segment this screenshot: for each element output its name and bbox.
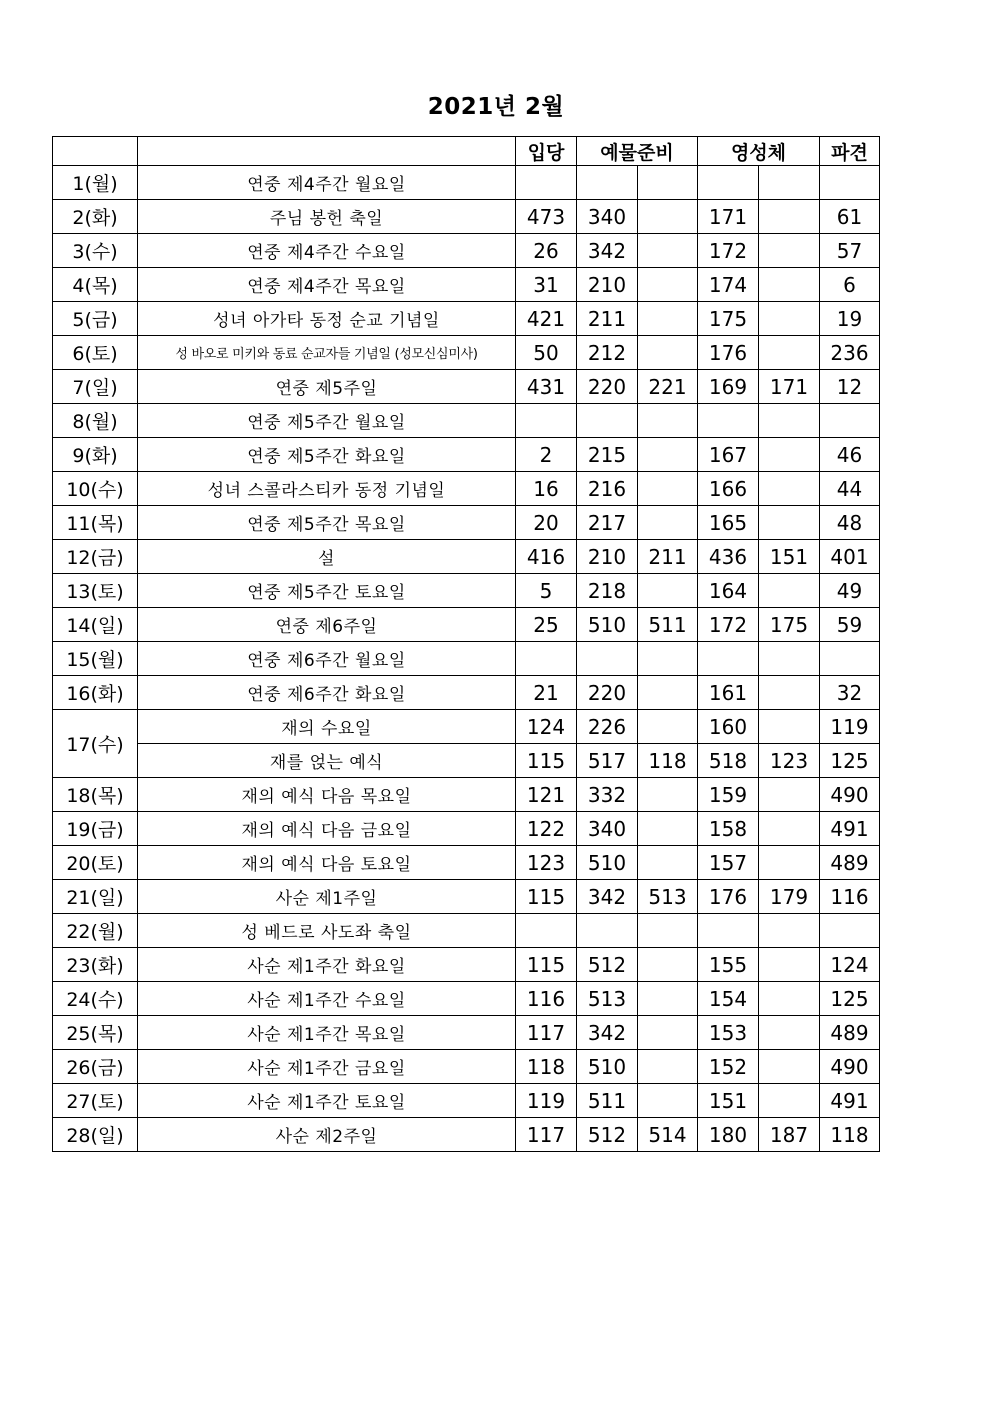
- dismissal-cell: 46: [820, 438, 880, 472]
- entrance-cell: [516, 166, 577, 200]
- entrance-cell: 16: [516, 472, 577, 506]
- communion-cell-1: 157: [698, 846, 759, 880]
- table-row: [53, 506, 880, 540]
- communion-cell-1: 160: [698, 710, 759, 744]
- entrance-cell: 115: [516, 948, 577, 982]
- offertory-cell-1: 510: [577, 846, 638, 880]
- offertory-cell-2: [638, 914, 698, 948]
- date-cell: 27(토): [53, 1084, 138, 1118]
- table-row: [53, 1118, 880, 1152]
- communion-cell-1: 154: [698, 982, 759, 1016]
- date-cell: 18(목): [53, 778, 138, 812]
- offertory-cell-1: 340: [577, 200, 638, 234]
- event-cell: 사순 제1주간 화요일: [138, 948, 516, 982]
- date-cell: 28(일): [53, 1118, 138, 1152]
- table-row: [53, 982, 880, 1016]
- table-row: [53, 404, 880, 438]
- offertory-cell-1: 220: [577, 370, 638, 404]
- date-cell: 13(토): [53, 574, 138, 608]
- event-cell: 사순 제1주일: [138, 880, 516, 914]
- entrance-cell: 122: [516, 812, 577, 846]
- dismissal-cell: [820, 166, 880, 200]
- offertory-cell-1: [577, 914, 638, 948]
- communion-cell-1: 164: [698, 574, 759, 608]
- dismissal-cell: [820, 914, 880, 948]
- communion-cell-2: [759, 234, 820, 268]
- communion-cell-2: [759, 1050, 820, 1084]
- table-row: [53, 710, 880, 744]
- communion-cell-2: [759, 676, 820, 710]
- dismissal-cell: 401: [820, 540, 880, 574]
- entrance-cell: [516, 642, 577, 676]
- page-title: 2021년 2월: [427, 94, 565, 120]
- communion-cell-2: [759, 948, 820, 982]
- communion-cell-2: [759, 268, 820, 302]
- event-cell: 연중 제5주간 화요일: [138, 438, 516, 472]
- dismissal-cell: 57: [820, 234, 880, 268]
- offertory-cell-1: 512: [577, 948, 638, 982]
- header-row: [53, 137, 880, 166]
- communion-cell-1: 172: [698, 234, 759, 268]
- entrance-cell: 5: [516, 574, 577, 608]
- communion-cell-1: 151: [698, 1084, 759, 1118]
- dismissal-cell: 59: [820, 608, 880, 642]
- event-cell: 사순 제1주간 금요일: [138, 1050, 516, 1084]
- communion-cell-1: [698, 404, 759, 438]
- communion-cell-1: 161: [698, 676, 759, 710]
- offertory-cell-1: 342: [577, 1016, 638, 1050]
- event-cell: 성 바오로 미키와 동료 순교자들 기념일 (성모신심미사): [138, 336, 516, 370]
- offertory-cell-2: 211: [638, 540, 698, 574]
- offertory-cell-2: [638, 982, 698, 1016]
- offertory-cell-1: 340: [577, 812, 638, 846]
- communion-cell-1: 155: [698, 948, 759, 982]
- date-cell: 21(일): [53, 880, 138, 914]
- communion-cell-2: [759, 472, 820, 506]
- offertory-cell-2: 221: [638, 370, 698, 404]
- dismissal-cell: [820, 642, 880, 676]
- entrance-cell: 121: [516, 778, 577, 812]
- entrance-cell: 431: [516, 370, 577, 404]
- date-cell: 1(월): [53, 166, 138, 200]
- communion-cell-1: 175: [698, 302, 759, 336]
- dismissal-cell: 44: [820, 472, 880, 506]
- offertory-cell-1: 217: [577, 506, 638, 540]
- offertory-cell-2: 514: [638, 1118, 698, 1152]
- communion-cell-1: 176: [698, 880, 759, 914]
- event-cell: 사순 제1주간 토요일: [138, 1084, 516, 1118]
- table-row: [53, 778, 880, 812]
- date-cell: 20(토): [53, 846, 138, 880]
- event-cell: 사순 제1주간 목요일: [138, 1016, 516, 1050]
- table-row: [53, 370, 880, 404]
- event-cell: 성녀 아가타 동정 순교 기념일: [138, 302, 516, 336]
- event-cell: 재를 얹는 예식: [138, 744, 516, 778]
- dismissal-cell: 489: [820, 1016, 880, 1050]
- offertory-cell-2: [638, 1016, 698, 1050]
- event-cell: 재의 예식 다음 금요일: [138, 812, 516, 846]
- entrance-cell: 20: [516, 506, 577, 540]
- event-cell: 사순 제1주간 수요일: [138, 982, 516, 1016]
- date-cell: 4(목): [53, 268, 138, 302]
- offertory-cell-1: 510: [577, 608, 638, 642]
- entrance-cell: 421: [516, 302, 577, 336]
- table-row: [53, 438, 880, 472]
- communion-cell-2: 187: [759, 1118, 820, 1152]
- offertory-cell-2: [638, 812, 698, 846]
- communion-cell-2: 171: [759, 370, 820, 404]
- header-date: [53, 137, 138, 166]
- offertory-cell-2: [638, 574, 698, 608]
- date-cell: 2(화): [53, 200, 138, 234]
- date-cell: 12(금): [53, 540, 138, 574]
- communion-cell-2: 179: [759, 880, 820, 914]
- table-row: [53, 608, 880, 642]
- table-row: [53, 268, 880, 302]
- communion-cell-1: 518: [698, 744, 759, 778]
- offertory-cell-1: 512: [577, 1118, 638, 1152]
- offertory-cell-2: [638, 404, 698, 438]
- offertory-cell-1: 215: [577, 438, 638, 472]
- offertory-cell-1: 220: [577, 676, 638, 710]
- communion-cell-1: 158: [698, 812, 759, 846]
- offertory-cell-2: [638, 472, 698, 506]
- event-cell: 성 베드로 사도좌 축일: [138, 914, 516, 948]
- communion-cell-1: 167: [698, 438, 759, 472]
- offertory-cell-2: [638, 1084, 698, 1118]
- offertory-cell-2: [638, 438, 698, 472]
- offertory-cell-2: [638, 710, 698, 744]
- communion-cell-1: [698, 166, 759, 200]
- offertory-cell-1: [577, 166, 638, 200]
- dismissal-cell: 116: [820, 880, 880, 914]
- dismissal-cell: 19: [820, 302, 880, 336]
- dismissal-cell: 119: [820, 710, 880, 744]
- header-event: [138, 137, 516, 166]
- communion-cell-1: 172: [698, 608, 759, 642]
- entrance-cell: 50: [516, 336, 577, 370]
- table-row: [53, 744, 880, 778]
- offertory-cell-1: 210: [577, 268, 638, 302]
- table-row: [53, 540, 880, 574]
- dismissal-cell: 125: [820, 744, 880, 778]
- entrance-cell: 473: [516, 200, 577, 234]
- offertory-cell-2: [638, 302, 698, 336]
- dismissal-cell: 490: [820, 1050, 880, 1084]
- offertory-cell-2: [638, 676, 698, 710]
- entrance-cell: 117: [516, 1016, 577, 1050]
- dismissal-cell: 61: [820, 200, 880, 234]
- communion-cell-1: 165: [698, 506, 759, 540]
- entrance-cell: 115: [516, 744, 577, 778]
- table-row: [53, 234, 880, 268]
- offertory-cell-1: 210: [577, 540, 638, 574]
- date-cell: 23(화): [53, 948, 138, 982]
- communion-cell-2: [759, 506, 820, 540]
- offertory-cell-2: [638, 642, 698, 676]
- communion-cell-2: [759, 404, 820, 438]
- dismissal-cell: 118: [820, 1118, 880, 1152]
- date-cell: 9(화): [53, 438, 138, 472]
- offertory-cell-1: 211: [577, 302, 638, 336]
- communion-cell-1: 152: [698, 1050, 759, 1084]
- event-cell: 연중 제4주간 월요일: [138, 166, 516, 200]
- date-cell: 22(월): [53, 914, 138, 948]
- offertory-cell-2: 513: [638, 880, 698, 914]
- table-row: [53, 948, 880, 982]
- date-cell: 24(수): [53, 982, 138, 1016]
- table-row: [53, 846, 880, 880]
- offertory-cell-1: 212: [577, 336, 638, 370]
- entrance-cell: [516, 404, 577, 438]
- table-row: [53, 676, 880, 710]
- offertory-cell-2: [638, 268, 698, 302]
- communion-cell-2: [759, 914, 820, 948]
- entrance-cell: 124: [516, 710, 577, 744]
- offertory-cell-2: [638, 336, 698, 370]
- table-row: [53, 166, 880, 200]
- date-cell: 8(월): [53, 404, 138, 438]
- offertory-cell-2: [638, 948, 698, 982]
- date-cell: 11(목): [53, 506, 138, 540]
- entrance-cell: 115: [516, 880, 577, 914]
- event-cell: 연중 제4주간 수요일: [138, 234, 516, 268]
- communion-cell-1: 153: [698, 1016, 759, 1050]
- dismissal-cell: 124: [820, 948, 880, 982]
- table-row: [53, 880, 880, 914]
- communion-cell-1: 174: [698, 268, 759, 302]
- table-row: [53, 574, 880, 608]
- date-cell: 17(수): [53, 710, 138, 778]
- entrance-cell: 119: [516, 1084, 577, 1118]
- offertory-cell-1: 513: [577, 982, 638, 1016]
- offertory-cell-2: [638, 1050, 698, 1084]
- event-cell: 연중 제6주간 화요일: [138, 676, 516, 710]
- table-row: [53, 302, 880, 336]
- communion-cell-1: 166: [698, 472, 759, 506]
- date-cell: 5(금): [53, 302, 138, 336]
- offertory-cell-2: 511: [638, 608, 698, 642]
- offertory-cell-1: 342: [577, 234, 638, 268]
- communion-cell-2: [759, 982, 820, 1016]
- communion-cell-2: 175: [759, 608, 820, 642]
- communion-cell-2: [759, 336, 820, 370]
- date-cell: 25(목): [53, 1016, 138, 1050]
- offertory-cell-1: [577, 642, 638, 676]
- event-cell: 성녀 스콜라스티카 동정 기념일: [138, 472, 516, 506]
- entrance-cell: 25: [516, 608, 577, 642]
- header-communion: 영성체: [698, 137, 820, 166]
- offertory-cell-1: 226: [577, 710, 638, 744]
- dismissal-cell: 491: [820, 812, 880, 846]
- entrance-cell: 26: [516, 234, 577, 268]
- offertory-cell-1: 342: [577, 880, 638, 914]
- event-cell: 주님 봉헌 축일: [138, 200, 516, 234]
- dismissal-cell: 490: [820, 778, 880, 812]
- offertory-cell-2: [638, 200, 698, 234]
- communion-cell-2: [759, 778, 820, 812]
- table-row: [53, 812, 880, 846]
- communion-cell-1: 169: [698, 370, 759, 404]
- communion-cell-2: [759, 642, 820, 676]
- entrance-cell: 2: [516, 438, 577, 472]
- offertory-cell-1: [577, 404, 638, 438]
- table-row: [53, 1050, 880, 1084]
- table-row: [53, 1084, 880, 1118]
- table-row: [53, 1016, 880, 1050]
- offertory-cell-2: [638, 234, 698, 268]
- offertory-cell-1: 332: [577, 778, 638, 812]
- offertory-cell-1: 510: [577, 1050, 638, 1084]
- table-row: [53, 472, 880, 506]
- offertory-cell-1: 216: [577, 472, 638, 506]
- date-cell: 26(금): [53, 1050, 138, 1084]
- communion-cell-2: [759, 302, 820, 336]
- event-cell: 연중 제6주간 월요일: [138, 642, 516, 676]
- communion-cell-2: [759, 1084, 820, 1118]
- dismissal-cell: 236: [820, 336, 880, 370]
- communion-cell-1: 436: [698, 540, 759, 574]
- table-body: [53, 166, 880, 1152]
- entrance-cell: 118: [516, 1050, 577, 1084]
- entrance-cell: 117: [516, 1118, 577, 1152]
- communion-cell-2: [759, 1016, 820, 1050]
- dismissal-cell: 125: [820, 982, 880, 1016]
- date-cell: 14(일): [53, 608, 138, 642]
- communion-cell-2: [759, 200, 820, 234]
- event-cell: 설: [138, 540, 516, 574]
- communion-cell-1: 159: [698, 778, 759, 812]
- communion-cell-1: 171: [698, 200, 759, 234]
- communion-cell-2: [759, 166, 820, 200]
- entrance-cell: 31: [516, 268, 577, 302]
- date-cell: 16(화): [53, 676, 138, 710]
- communion-cell-2: [759, 438, 820, 472]
- event-cell: 재의 수요일: [138, 710, 516, 744]
- date-cell: 3(수): [53, 234, 138, 268]
- offertory-cell-1: 517: [577, 744, 638, 778]
- communion-cell-1: 180: [698, 1118, 759, 1152]
- communion-cell-2: 123: [759, 744, 820, 778]
- entrance-cell: 123: [516, 846, 577, 880]
- table-row: [53, 642, 880, 676]
- table-row: [53, 336, 880, 370]
- dismissal-cell: 6: [820, 268, 880, 302]
- dismissal-cell: 49: [820, 574, 880, 608]
- communion-cell-1: 176: [698, 336, 759, 370]
- date-cell: 10(수): [53, 472, 138, 506]
- event-cell: 연중 제5주간 월요일: [138, 404, 516, 438]
- offertory-cell-1: 218: [577, 574, 638, 608]
- communion-cell-1: [698, 642, 759, 676]
- entrance-cell: 21: [516, 676, 577, 710]
- offertory-cell-2: [638, 846, 698, 880]
- dismissal-cell: 48: [820, 506, 880, 540]
- entrance-cell: 116: [516, 982, 577, 1016]
- date-cell: 19(금): [53, 812, 138, 846]
- communion-cell-1: [698, 914, 759, 948]
- offertory-cell-2: [638, 778, 698, 812]
- table-row: [53, 200, 880, 234]
- communion-cell-2: [759, 812, 820, 846]
- dismissal-cell: 32: [820, 676, 880, 710]
- offertory-cell-1: 511: [577, 1084, 638, 1118]
- event-cell: 연중 제5주일: [138, 370, 516, 404]
- event-cell: 연중 제5주간 목요일: [138, 506, 516, 540]
- dismissal-cell: 489: [820, 846, 880, 880]
- event-cell: 사순 제2주일: [138, 1118, 516, 1152]
- communion-cell-2: [759, 574, 820, 608]
- offertory-cell-2: [638, 506, 698, 540]
- dismissal-cell: [820, 404, 880, 438]
- communion-cell-2: [759, 710, 820, 744]
- entrance-cell: 416: [516, 540, 577, 574]
- dismissal-cell: 12: [820, 370, 880, 404]
- offertory-cell-2: [638, 166, 698, 200]
- header-dismissal: 파견: [820, 137, 880, 166]
- schedule-table: [52, 136, 880, 1152]
- offertory-cell-2: 118: [638, 744, 698, 778]
- communion-cell-2: 151: [759, 540, 820, 574]
- date-cell: 15(월): [53, 642, 138, 676]
- event-cell: 연중 제6주일: [138, 608, 516, 642]
- header-offertory: 예물준비: [577, 137, 698, 166]
- date-cell: 6(토): [53, 336, 138, 370]
- event-cell: 재의 예식 다음 토요일: [138, 846, 516, 880]
- header-entrance: 입당: [516, 137, 577, 166]
- event-cell: 연중 제4주간 목요일: [138, 268, 516, 302]
- event-cell: 연중 제5주간 토요일: [138, 574, 516, 608]
- entrance-cell: [516, 914, 577, 948]
- dismissal-cell: 491: [820, 1084, 880, 1118]
- table-row: [53, 914, 880, 948]
- communion-cell-2: [759, 846, 820, 880]
- date-cell: 7(일): [53, 370, 138, 404]
- event-cell: 재의 예식 다음 목요일: [138, 778, 516, 812]
